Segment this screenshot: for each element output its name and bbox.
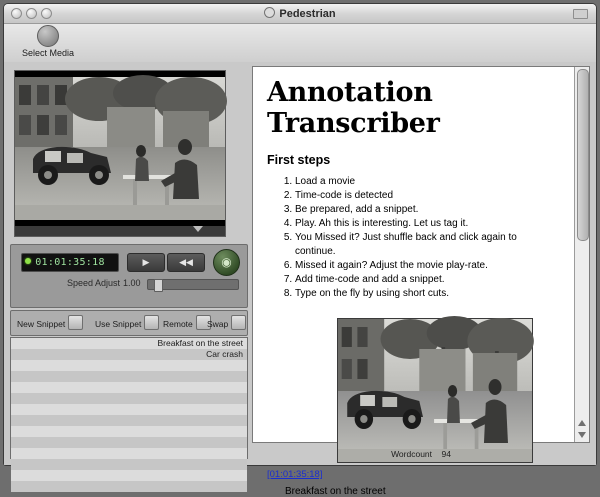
main-content [4, 62, 596, 497]
list-row-empty [11, 404, 247, 415]
status-bar [252, 447, 590, 461]
list-item: 8. Type on the fly by using short cuts. [295, 287, 560, 301]
speed-adjust-slider[interactable] [147, 279, 239, 290]
movie-frame-image [15, 77, 225, 220]
new-snippet-button[interactable] [17, 315, 83, 330]
player-pane [10, 66, 246, 461]
list-row-empty [11, 470, 247, 481]
document-scrollbar[interactable] [574, 67, 589, 442]
remote-label: Remote [163, 319, 193, 329]
window-title-text: Pedestrian [279, 8, 336, 20]
list-row-empty [11, 459, 247, 470]
steps-list [273, 175, 560, 300]
list-row-empty [11, 360, 247, 371]
window-title [4, 7, 596, 20]
swap-button[interactable] [207, 315, 246, 330]
list-item: 1. Load a movie [295, 175, 560, 189]
movie-scrubber[interactable] [14, 226, 226, 237]
scroll-up-arrow-icon[interactable] [578, 420, 586, 426]
list-item: 2. Time-code is detected [295, 189, 560, 203]
media-disc-icon [37, 25, 59, 47]
toolbar [4, 24, 596, 63]
list-row-empty [11, 448, 247, 459]
app-window [3, 3, 597, 497]
list-row-empty [11, 481, 247, 492]
swap-icon [231, 315, 246, 330]
speed-slider-knob[interactable] [154, 279, 163, 292]
section-heading: First steps [267, 153, 331, 167]
snippet-caption: Breakfast on the street [285, 486, 386, 497]
list-item: 7. Add time-code and add a snippet. [295, 273, 560, 287]
speed-adjust-value: 1.00 [123, 278, 141, 288]
list-item[interactable]: Car crash [11, 349, 247, 360]
wordcount-label: Wordcount [391, 449, 433, 459]
green-led-icon [25, 258, 31, 264]
new-snippet-label: New Snippet [17, 319, 66, 329]
scrollbar-thumb[interactable] [577, 69, 589, 241]
list-row-empty [11, 382, 247, 393]
use-snippet-label: Use Snippet [95, 319, 142, 329]
video-preview[interactable] [14, 70, 226, 227]
list-item: 3. Be prepared, add a snippet. [295, 203, 560, 217]
list-item: 4. Play. Ah this is interesting. Let us tag it. [295, 217, 560, 231]
swap-label: Swap [207, 319, 229, 329]
list-item[interactable]: Breakfast on the street [11, 338, 247, 349]
snippet-toolbar [10, 310, 248, 336]
list-row-empty [11, 437, 247, 448]
new-snippet-icon [68, 315, 83, 330]
snippet-list[interactable] [10, 337, 248, 459]
scrubber-knob[interactable] [193, 226, 203, 232]
remote-button[interactable] [163, 315, 211, 330]
title-bar[interactable] [4, 4, 596, 24]
rewind-button[interactable]: ◀◀ [167, 253, 205, 272]
timecode-link[interactable]: [01:01:35:18] [267, 469, 323, 480]
select-media-button[interactable] [20, 25, 76, 58]
snippet-thumbnail[interactable] [337, 318, 533, 463]
play-button[interactable]: ▶ [127, 253, 165, 272]
list-row-empty [11, 371, 247, 382]
timecode-display: 01:01:35:18 [21, 253, 119, 272]
list-row-empty [11, 393, 247, 404]
speed-adjust-label: Speed Adjust [67, 278, 121, 288]
select-media-label: Select Media [21, 48, 75, 58]
use-snippet-icon [144, 315, 159, 330]
scroll-down-arrow-icon[interactable] [578, 432, 586, 438]
record-button[interactable]: ◉ [213, 249, 240, 276]
use-snippet-button[interactable] [95, 315, 159, 330]
list-item: 6. Missed it again? Adjust the movie play-rate. [295, 259, 560, 273]
page-title: Annotation Transcriber [267, 77, 440, 139]
wordcount-value: 94 [441, 449, 451, 459]
embedded-snippet [267, 318, 531, 497]
list-row-empty [11, 415, 247, 426]
transport-controls [10, 244, 248, 308]
list-row-empty [11, 426, 247, 437]
list-item: 5. You Missed it? Just shuffle back and click again to continue. [295, 231, 560, 258]
document-proxy-icon[interactable] [264, 7, 275, 18]
toolbar-toggle-icon[interactable] [573, 9, 588, 19]
snippet-frame-image [338, 319, 532, 462]
